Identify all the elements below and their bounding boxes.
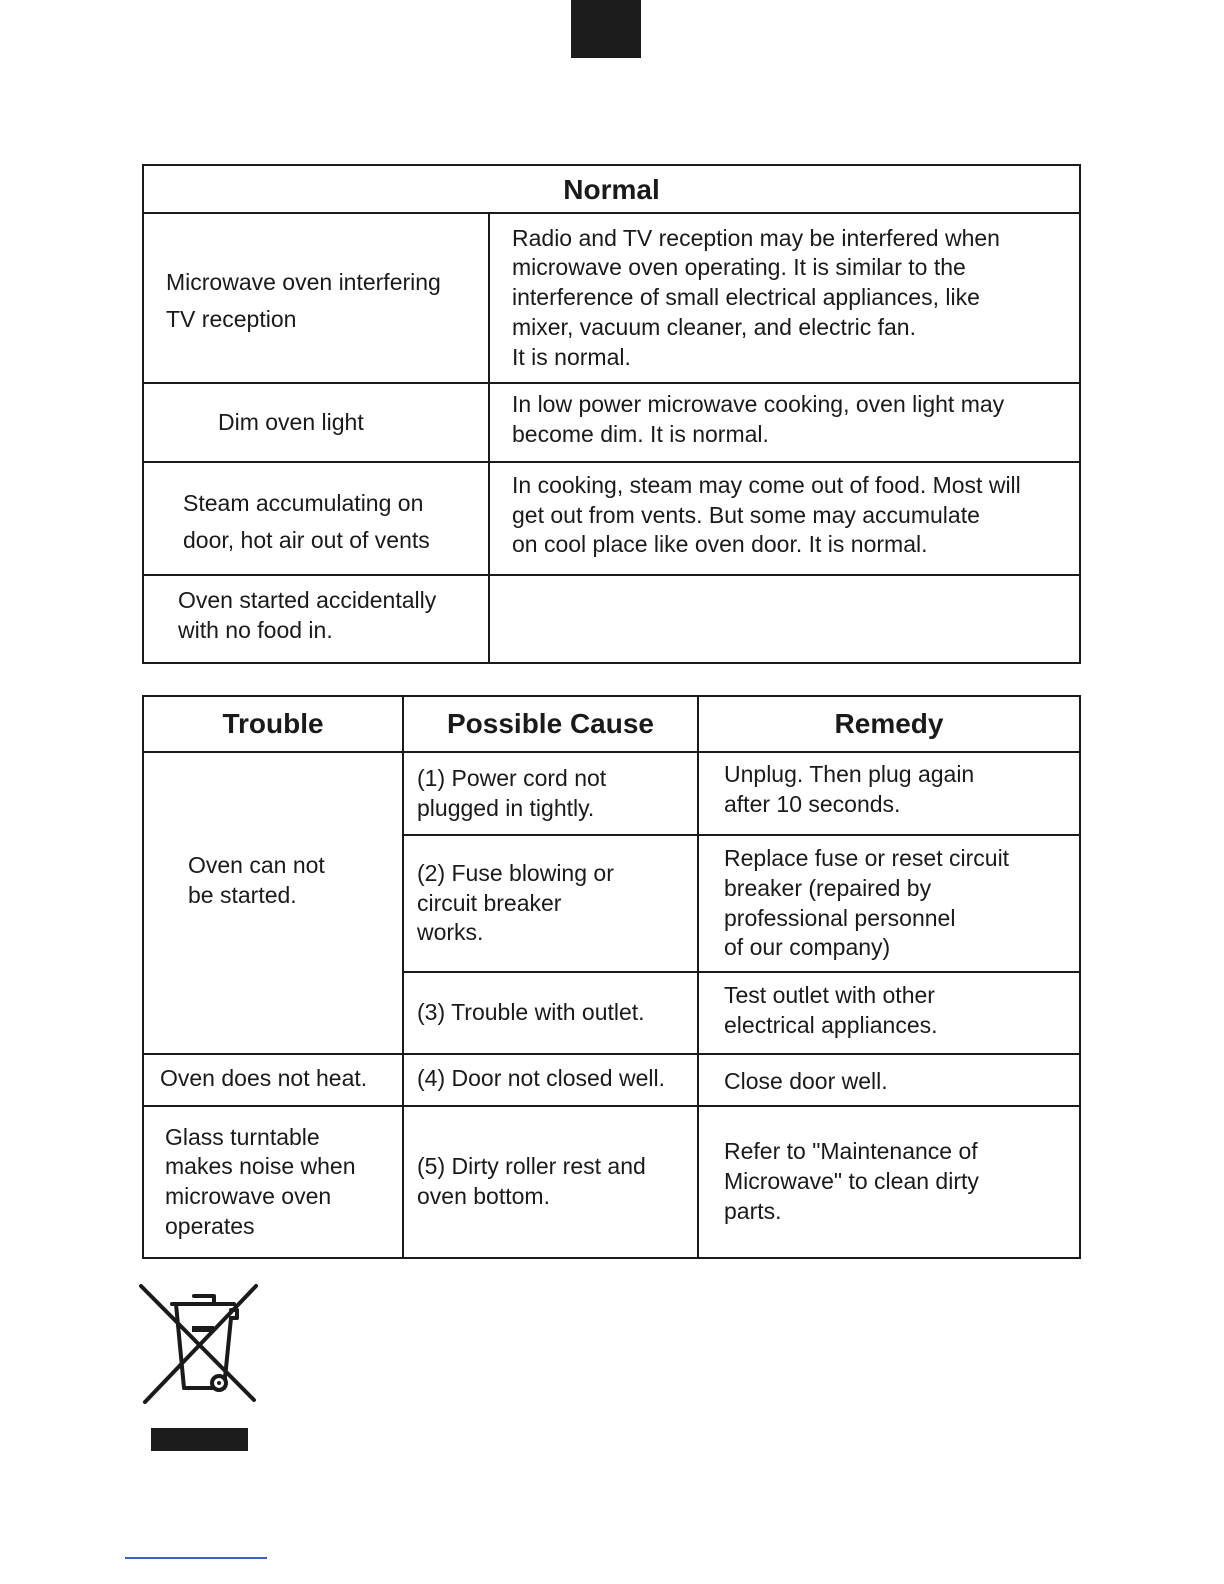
page-header-tab: [571, 0, 641, 58]
normal-explanation: In cooking, steam may come out of food. Most will get out from vents. But some may accumulate on cool place like oven door. It is normal.: [512, 471, 1021, 558]
cause-text: (4) Door not closed well.: [417, 1065, 665, 1092]
remedy-text: Test outlet with other electrical appliances.: [724, 982, 938, 1038]
trouble-row: [143, 752, 1080, 835]
normal-row: [143, 462, 1080, 575]
footer-link-line: [125, 1557, 267, 1559]
normal-row: [143, 213, 1080, 383]
header-remedy: Remedy: [698, 696, 1080, 752]
header-cause: Possible Cause: [403, 696, 698, 752]
trouble-header-row: [143, 696, 1080, 752]
remedy-text: Replace fuse or reset circuit breaker (repaired by professional personnel of our company): [724, 845, 1010, 961]
cause-text: (2) Fuse blowing or circuit breaker works.: [417, 859, 614, 946]
normal-explanation: Radio and TV reception may be interfered when microwave oven operating. It is similar to the interference of small electrical appliances, like mixer, vacuum cleaner, and electric fan. It is normal.: [512, 224, 1000, 370]
remedy-text: Refer to "Maintenance of Microwave" to clean dirty parts.: [724, 1138, 979, 1224]
trouble-text: Glass turntable makes noise when microwave oven operates: [165, 1123, 356, 1239]
cause-text: (1) Power cord not plugged in tightly.: [417, 764, 607, 821]
trouble-table: [142, 695, 1081, 1259]
normal-situation: Steam accumulating on door, hot air out of vents: [183, 489, 430, 553]
crossed-out-wheelie-bin-icon: [138, 1282, 260, 1406]
trouble-row: [143, 1054, 1080, 1106]
normal-row: [143, 383, 1080, 462]
normal-table: [142, 164, 1081, 664]
weee-black-bar: [151, 1428, 248, 1451]
trouble-text: Oven can not be started.: [188, 852, 325, 908]
normal-situation: Dim oven light: [218, 408, 364, 435]
trouble-row: [143, 1106, 1080, 1258]
normal-explanation: In low power microwave cooking, oven light may become dim. It is normal.: [512, 390, 1005, 447]
remedy-text: Unplug. Then plug again after 10 seconds.: [724, 760, 975, 817]
normal-situation: Microwave oven interfering TV reception: [166, 269, 441, 332]
cause-text: (3) Trouble with outlet.: [417, 999, 645, 1026]
normal-header-row: [143, 165, 1080, 213]
remedy-text: Close door well.: [724, 1068, 888, 1095]
cause-text: (5) Dirty roller rest and oven bottom.: [417, 1153, 646, 1209]
trouble-text: Oven does not heat.: [160, 1065, 368, 1092]
normal-title: Normal: [143, 165, 1080, 213]
normal-row: [143, 575, 1080, 663]
header-trouble: Trouble: [143, 696, 403, 752]
normal-situation: Oven started accidentally with no food in.: [178, 587, 437, 643]
